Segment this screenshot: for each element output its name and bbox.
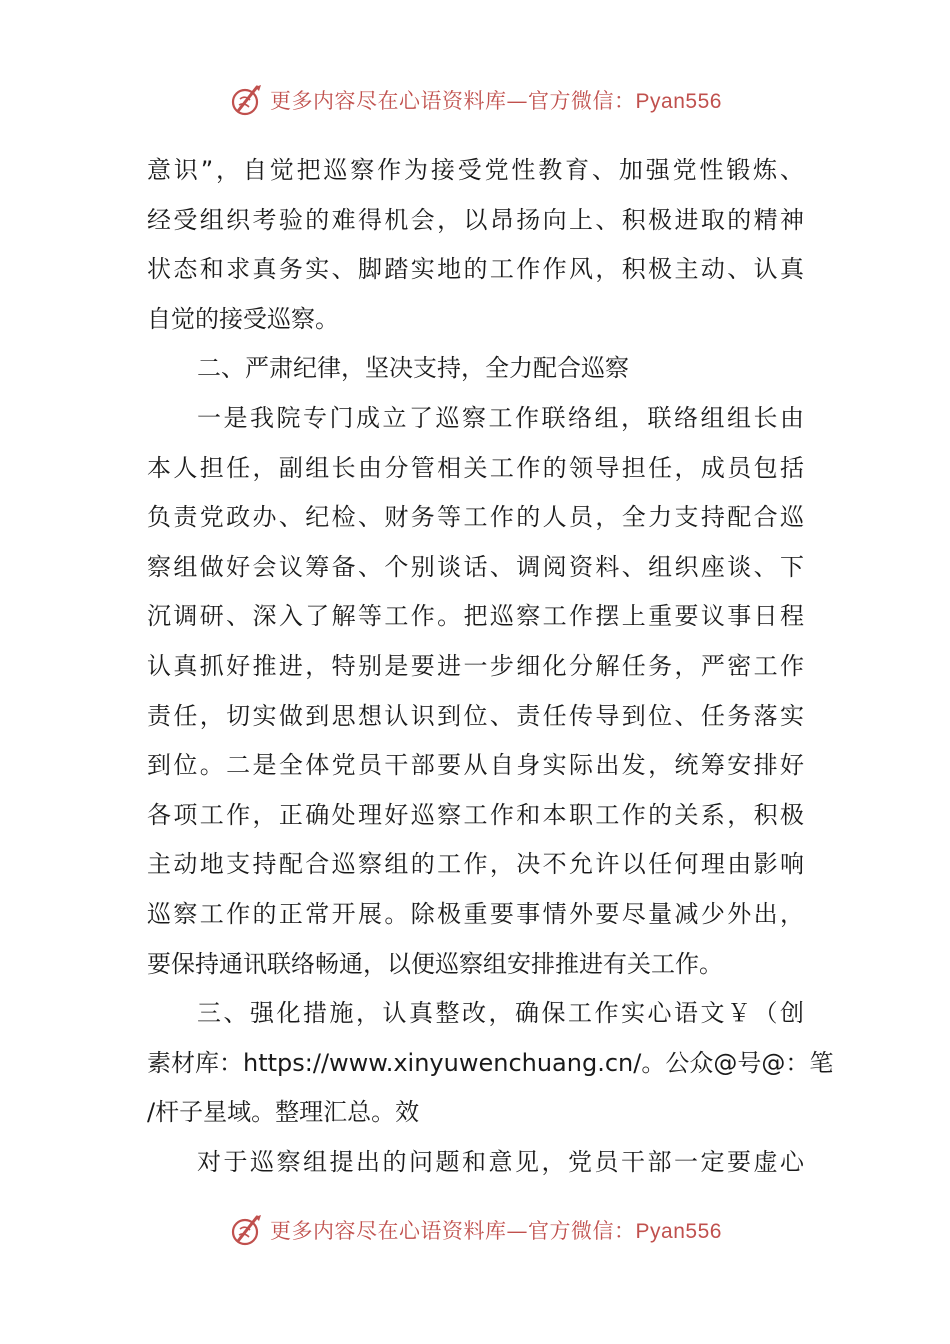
text-line: 经受组织考验的难得机会，以昂扬向上、积极进取的精神 [147, 205, 804, 234]
header-banner-account: Pyan556 [635, 90, 722, 113]
text-line: 素材库：https://www.xinyuwenchuang.cn/。公众@号@：笔 [147, 1048, 834, 1077]
text-line: 巡察工作的正常开展。除极重要事情外要尽量减少外出， [147, 899, 804, 928]
header-banner-text: 更多内容尽在心语资料库—官方微信：Pyan556 [270, 89, 722, 113]
footer-banner-account: Pyan556 [635, 1220, 722, 1243]
text-line: 二、严肃纪律，坚决支持，全力配合巡察 [197, 354, 629, 383]
text-line: 到位。二是全体党员干部要从自身实际出发，统筹安排好 [147, 751, 804, 780]
pen-seal-logo-icon [228, 81, 266, 119]
text-line: 负责党政办、纪检、财务等工作的人员，全力支持配合巡 [147, 503, 804, 532]
footer-watermark-banner [0, 1208, 950, 1252]
header-watermark-banner [0, 78, 950, 122]
text-line: 责任，切实做到思想认识到位、责任传导到位、任务落实 [147, 701, 804, 730]
text-line: /杆子星域。整理汇总。效 [147, 1098, 420, 1127]
text-line: 对于巡察组提出的问题和意见，党员干部一定要虚心 [197, 1147, 804, 1176]
text-line: 各项工作，正确处理好巡察工作和本职工作的关系，积极 [147, 800, 804, 829]
text-line: 自觉的接受巡察。 [147, 304, 339, 333]
document-body [147, 146, 834, 1187]
text-line: 三、强化措施，认真整改，确保工作实心语文￥（创 [197, 999, 804, 1028]
text-line: 意识”，自觉把巡察作为接受党性教育、加强党性锻炼、 [147, 156, 804, 184]
text-line: 状态和求真务实、脚踏实地的工作作风，积极主动、认真 [147, 255, 804, 284]
text-line: 认真抓好推进，特别是要进一步细化分解任务，严密工作 [147, 651, 804, 680]
footer-banner-text: 更多内容尽在心语资料库—官方微信：Pyan556 [270, 1219, 722, 1243]
pen-seal-logo-icon [228, 1211, 266, 1249]
text-line: 沉调研、深入了解等工作。把巡察工作摆上重要议事日程 [147, 602, 804, 631]
text-line: 察组做好会议筹备、个别谈话、调阅资料、组织座谈、下 [147, 552, 804, 581]
text-line: 本人担任，副组长由分管相关工作的领导担任，成员包括 [147, 453, 804, 482]
text-line: 主动地支持配合巡察组的工作，决不允许以任何理由影响 [147, 850, 804, 879]
text-line: 要保持通讯联络畅通，以便巡察组安排推进有关工作。 [147, 949, 723, 978]
text-line: 一是我院专门成立了巡察工作联络组，联络组组长由 [197, 403, 804, 432]
